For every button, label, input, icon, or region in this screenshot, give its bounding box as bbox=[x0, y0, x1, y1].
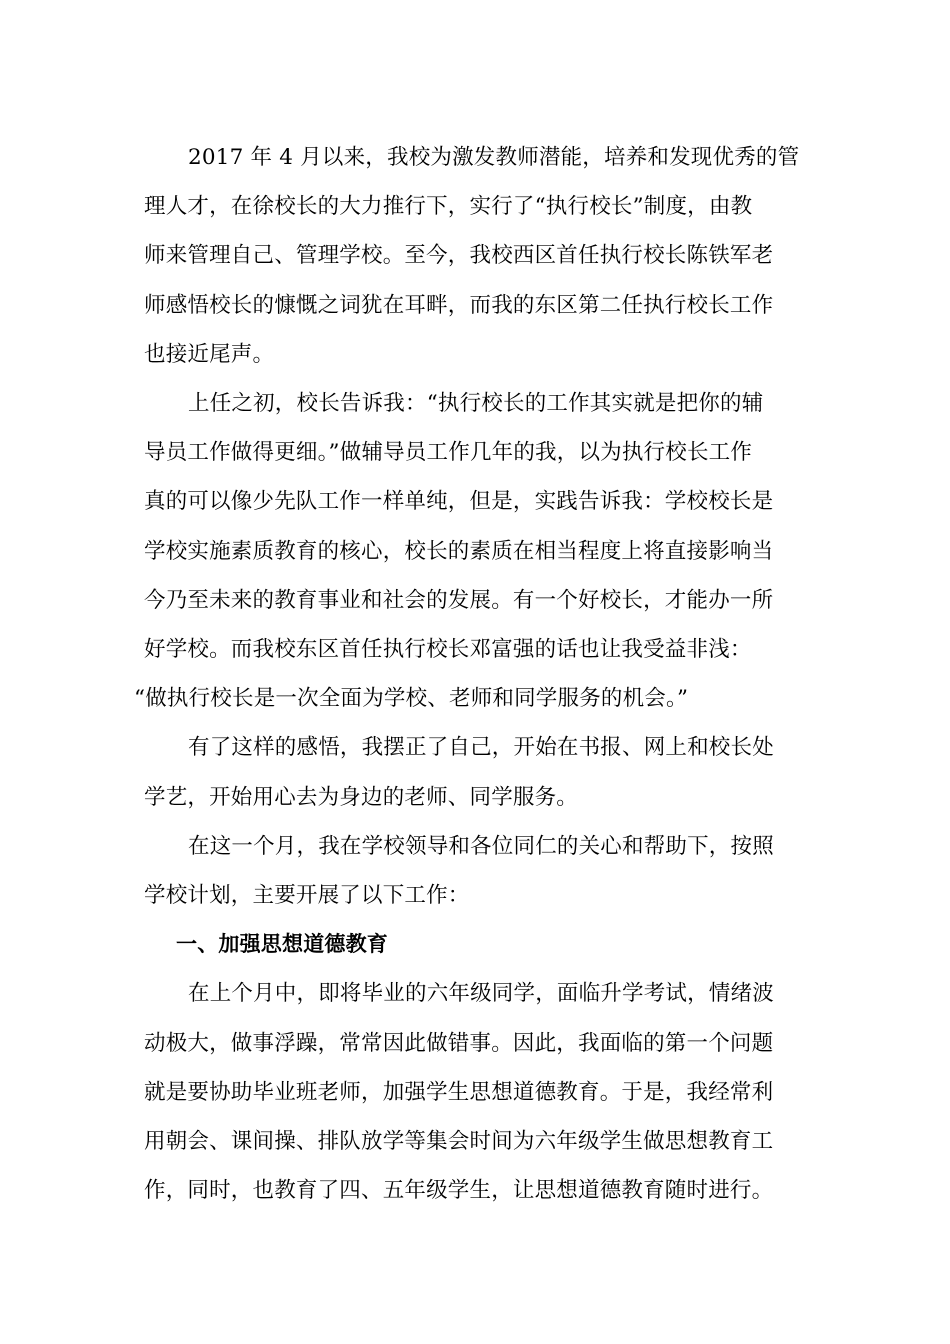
text-line: 学艺，开始用心去为身边的老师、同学服务。 bbox=[144, 784, 579, 810]
text-line: 真的可以像少先队工作一样单纯，但是，实践告诉我：学校校长是 bbox=[144, 489, 774, 515]
text-line: 学校计划，主要开展了以下工作： bbox=[144, 883, 470, 909]
text-line: 用朝会、课间操、排队放学等集会时间为六年级学生做思想教育工 bbox=[144, 1129, 774, 1155]
text-line: 师来管理自己、管理学校。至今，我校西区首任执行校长陈铁军老 bbox=[144, 243, 774, 269]
text-line: 导员工作做得更细。”做辅导员工作几年的我，以为执行校长工作 bbox=[144, 440, 753, 466]
text-line: 动极大，做事浮躁，常常因此做错事。因此，我面临的第一个问题 bbox=[144, 1030, 774, 1056]
paragraph-first-days bbox=[134, 379, 808, 723]
text-line: 作，同时，也教育了四、五年级学生，让思想道德教育随时进行。 bbox=[144, 1178, 774, 1204]
text-line: “做执行校长是一次全面为学校、老师和同学服务的机会。” bbox=[134, 686, 689, 712]
text-line: 今乃至未来的教育事业和社会的发展。有一个好校长，才能办一所 bbox=[144, 587, 774, 613]
section-heading: 一、加强思想道德教育 bbox=[176, 932, 388, 957]
paragraph-moral-education bbox=[144, 969, 808, 1215]
text-line: 师感悟校长的慷慨之词犹在耳畔，而我的东区第二任执行校长工作 bbox=[144, 292, 774, 318]
paragraph-intro bbox=[144, 133, 808, 379]
document-body bbox=[134, 133, 808, 1215]
paragraph-this-month bbox=[144, 822, 808, 920]
text-line: 学校实施素质教育的核心，校长的素质在相当程度上将直接影响当 bbox=[144, 538, 774, 564]
text-line: 上任之初，校长告诉我：“执行校长的工作其实就是把你的辅 bbox=[188, 391, 764, 417]
text-line: 2017 年 4 月以来，我校为激发教师潜能，培养和发现优秀的管 bbox=[188, 145, 800, 170]
text-line: 在这一个月，我在学校领导和各位同仁的关心和帮助下，按照 bbox=[188, 833, 774, 859]
text-line: 好学校。而我校东区首任执行校长邓富强的话也让我受益非浅： bbox=[144, 637, 752, 663]
text-line: 理人才，在徐校长的大力推行下，实行了“执行校长”制度，由教 bbox=[144, 194, 753, 220]
text-line: 在上个月中，即将毕业的六年级同学，面临升学考试，情绪波 bbox=[188, 981, 774, 1007]
text-line: 有了这样的感悟，我摆正了自己，开始在书报、网上和校长处 bbox=[188, 735, 774, 761]
paragraph-insight bbox=[144, 723, 808, 821]
text-line: 也接近尾声。 bbox=[144, 341, 275, 367]
text-line: 就是要协助毕业班老师，加强学生思想道德教育。于是，我经常利 bbox=[144, 1079, 774, 1105]
